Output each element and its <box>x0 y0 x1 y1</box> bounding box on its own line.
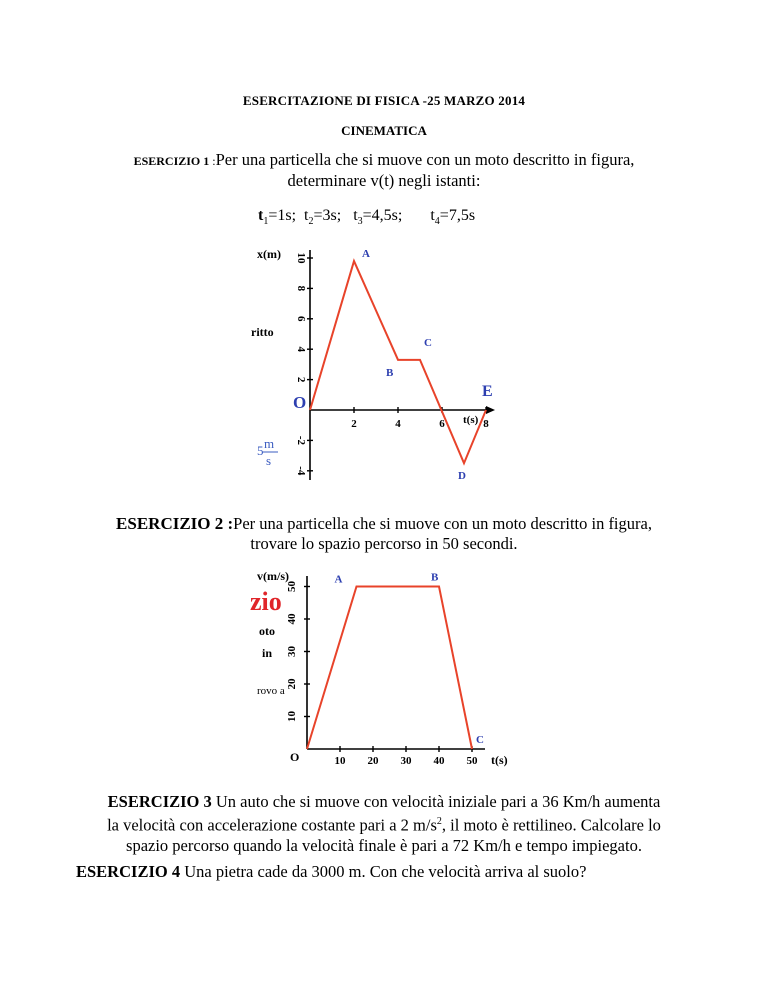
chart1-ytick-label: 2 <box>295 376 307 383</box>
t2-value: =3s; <box>313 207 354 224</box>
chart2-stray-2: in <box>262 646 273 660</box>
exercise-2-line1: Per una particella che si muove con un moto descritto in figura, <box>233 514 652 533</box>
exercise-3-line2a: la velocità con accelerazione costante pari a 2 m/s <box>107 815 437 835</box>
time-instants <box>258 207 475 227</box>
chart1-ylabel: x(m) <box>257 247 281 261</box>
chart2-ytick-label: 10 <box>286 711 298 722</box>
chart2-ylabel: v(m/s) <box>257 569 289 583</box>
chart2-ytick-label: 40 <box>286 613 298 625</box>
t3-sub: 3 <box>357 216 363 228</box>
chart1-series-line <box>310 261 486 463</box>
t1-symbol: t <box>258 207 264 224</box>
velocity-time-chart <box>245 566 525 778</box>
chart2-stray-big: zio <box>250 587 282 616</box>
t1-sub: 1 <box>263 216 269 228</box>
chart2-xtick-label: 20 <box>367 755 379 767</box>
exercise-1 <box>0 150 768 191</box>
section-title: CINEMATICA <box>341 123 427 138</box>
t2-sub: 2 <box>308 216 314 228</box>
t4-symbol: t <box>430 207 435 224</box>
chart1-ytick-label: 8 <box>295 285 307 292</box>
chart2-point-label-c: C <box>476 734 484 746</box>
document-title: ESERCITAZIONE DI FISICA -25 MARZO 2014 <box>242 93 526 108</box>
exercise-3-line2b: , il moto è rettilineo. Calcolare lo <box>441 815 661 835</box>
chart2-origin: O <box>290 750 300 764</box>
chart1-point-label-e: E <box>482 383 493 400</box>
chart1-stray-text: ritto <box>251 325 274 339</box>
chart1-unit-prefix: 5 <box>257 443 264 458</box>
exercise-4-text: Una pietra cade da 3000 m. Con che velocità arriva al suolo? <box>180 862 587 881</box>
chart2-xtick-label: 40 <box>433 755 445 767</box>
chart1-xtick-label: 6 <box>439 418 445 430</box>
chart1-origin: O <box>293 393 307 412</box>
chart1-point-label-a: A <box>362 248 370 261</box>
exercise-1-label: ESERCIZIO 1 <box>133 154 210 168</box>
chart2-stray-3: rovo a <box>257 685 285 697</box>
chart1-ytick-label: 6 <box>295 316 307 322</box>
exercise-3-line3: spazio percorso quando la velocità finale è pari a 72 Km/h e tempo impiegato. <box>126 835 642 855</box>
chart1-xtick-label: 4 <box>395 418 401 430</box>
position-time-chart <box>240 238 510 488</box>
chart2-xtick-label: 30 <box>400 755 412 767</box>
exercise-3-sup: 2 <box>436 816 442 827</box>
chart1-ytick-label: 10 <box>295 252 307 264</box>
chart1-xlabel: t(s) <box>463 414 479 426</box>
chart2-xtick-label: 10 <box>334 755 346 767</box>
chart1-point-label-c: C <box>424 336 432 349</box>
chart2-ytick-label: 50 <box>286 581 298 592</box>
chart1-ytick-label: -4 <box>295 466 307 476</box>
chart2-point-label-b: B <box>431 571 439 584</box>
chart1-ytick-label: -2 <box>295 435 307 445</box>
exercise-1-line2: determinare v(t) negli istanti: <box>287 171 481 190</box>
exercise-1-line1: Per una particella che si muove con un moto descritto in figura, <box>215 150 635 169</box>
chart1-xtick-label: 2 <box>351 418 357 430</box>
chart2-xtick-label: 50 <box>466 755 478 767</box>
t1-value: =1s; <box>268 207 305 224</box>
chart1-ytick-label: 4 <box>295 346 307 352</box>
chart2-ytick-label: 30 <box>286 646 298 657</box>
exercise-2-line2: trovare lo spazio percorso in 50 secondi. <box>250 534 518 553</box>
t3-value: =4,5s; <box>362 207 431 224</box>
exercise-3-line1: Un auto che si muove con velocità iniziale pari a 36 Km/h aumenta <box>211 792 661 811</box>
exercise-3-label: ESERCIZIO 3 <box>107 792 212 811</box>
chart2-stray-1: oto <box>259 624 275 638</box>
chart1-xtick-label: 8 <box>483 418 489 430</box>
chart1-point-label-d: D <box>458 470 466 483</box>
exercise-4 <box>76 862 586 882</box>
exercise-1-sep: : <box>209 154 216 168</box>
t4-value: =7,5s <box>439 207 476 224</box>
t4-sub: 4 <box>434 216 440 228</box>
chart2-point-label-a: A <box>334 573 343 586</box>
chart2-ytick-label: 20 <box>286 678 298 690</box>
exercise-2 <box>0 514 768 554</box>
exercise-4-label: ESERCIZIO 4 <box>76 862 181 881</box>
chart2-series-line <box>307 587 472 750</box>
chart1-point-label-b: B <box>386 366 394 379</box>
exercise-3 <box>0 792 768 856</box>
chart1-unit-den: s <box>266 453 272 468</box>
t3-symbol: t <box>353 207 358 224</box>
chart1-unit-num: m <box>264 436 275 451</box>
exercise-2-label: ESERCIZIO 2 : <box>116 514 234 533</box>
t2-symbol: t <box>304 207 309 224</box>
chart1-axes <box>310 250 495 483</box>
chart2-xlabel: t(s) <box>491 753 508 767</box>
